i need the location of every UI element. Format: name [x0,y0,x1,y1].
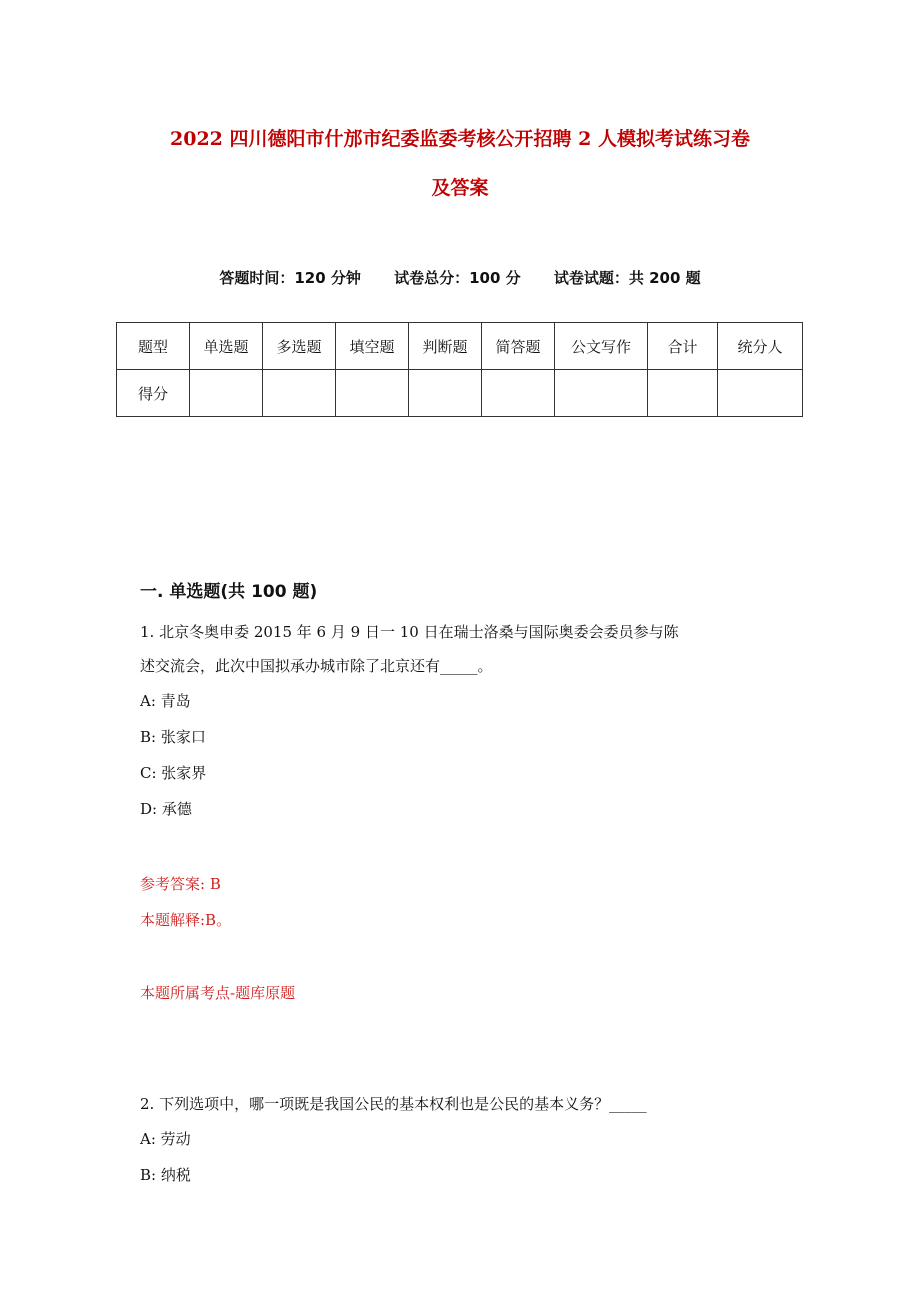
section-heading: 一. 单选题(共 100 题) [140,582,318,602]
header-cell: 题型 [117,323,190,370]
header-cell: 合计 [648,323,718,370]
option-a: A: 劳动 [140,1130,191,1148]
option-b: B: 纳税 [140,1166,191,1184]
question-text-line: 述交流会，此次中国拟承办城市除了北京还有_____。 [140,657,493,675]
score-table-score-row [117,370,803,417]
score-cell [190,370,263,417]
question-2 [140,1087,647,1193]
explanation-1: 本题解释:B。 [140,911,232,929]
header-cell: 单选题 [190,323,263,370]
answer-1: 参考答案: B [140,875,221,893]
score-cell [263,370,336,417]
header-cell: 简答题 [482,323,555,370]
option-d: D: 承德 [140,800,192,818]
header-cell: 填空题 [336,323,409,370]
score-row-label: 得分 [117,370,190,417]
score-cell [482,370,555,417]
question-1 [140,615,679,827]
header-cell: 公文写作 [555,323,648,370]
score-cell [718,370,803,417]
option-b: B: 张家口 [140,728,206,746]
header-cell: 统分人 [718,323,803,370]
score-cell [555,370,648,417]
source-1: 本题所属考点-题库原题 [140,984,296,1002]
page-title-line-1: 2022 四川德阳市什邡市纪委监委考核公开招聘 2 人模拟考试练习卷 [170,128,750,150]
score-table [116,322,803,417]
header-cell: 判断题 [409,323,482,370]
question-text-line: 2. 下列选项中，哪一项既是我国公民的基本权利也是公民的基本义务？_____ [140,1095,647,1113]
exam-time: 答题时间：120 分钟 [219,269,361,287]
score-cell [648,370,718,417]
score-cell [336,370,409,417]
score-table-header-row [117,323,803,370]
exam-question-count: 试卷试题：共 200 题 [553,269,701,287]
page-title-line-2: 及答案 [431,177,489,199]
option-a: A: 青岛 [140,692,191,710]
question-text-line: 1. 北京冬奥申委 2015 年 6 月 9 日一 10 日在瑞士洛桑与国际奥委会委员参与陈 [140,623,679,641]
score-cell [409,370,482,417]
exam-meta [0,267,920,288]
header-cell: 多选题 [263,323,336,370]
exam-total-score: 试卷总分：100 分 [394,269,521,287]
option-c: C: 张家界 [140,764,207,782]
